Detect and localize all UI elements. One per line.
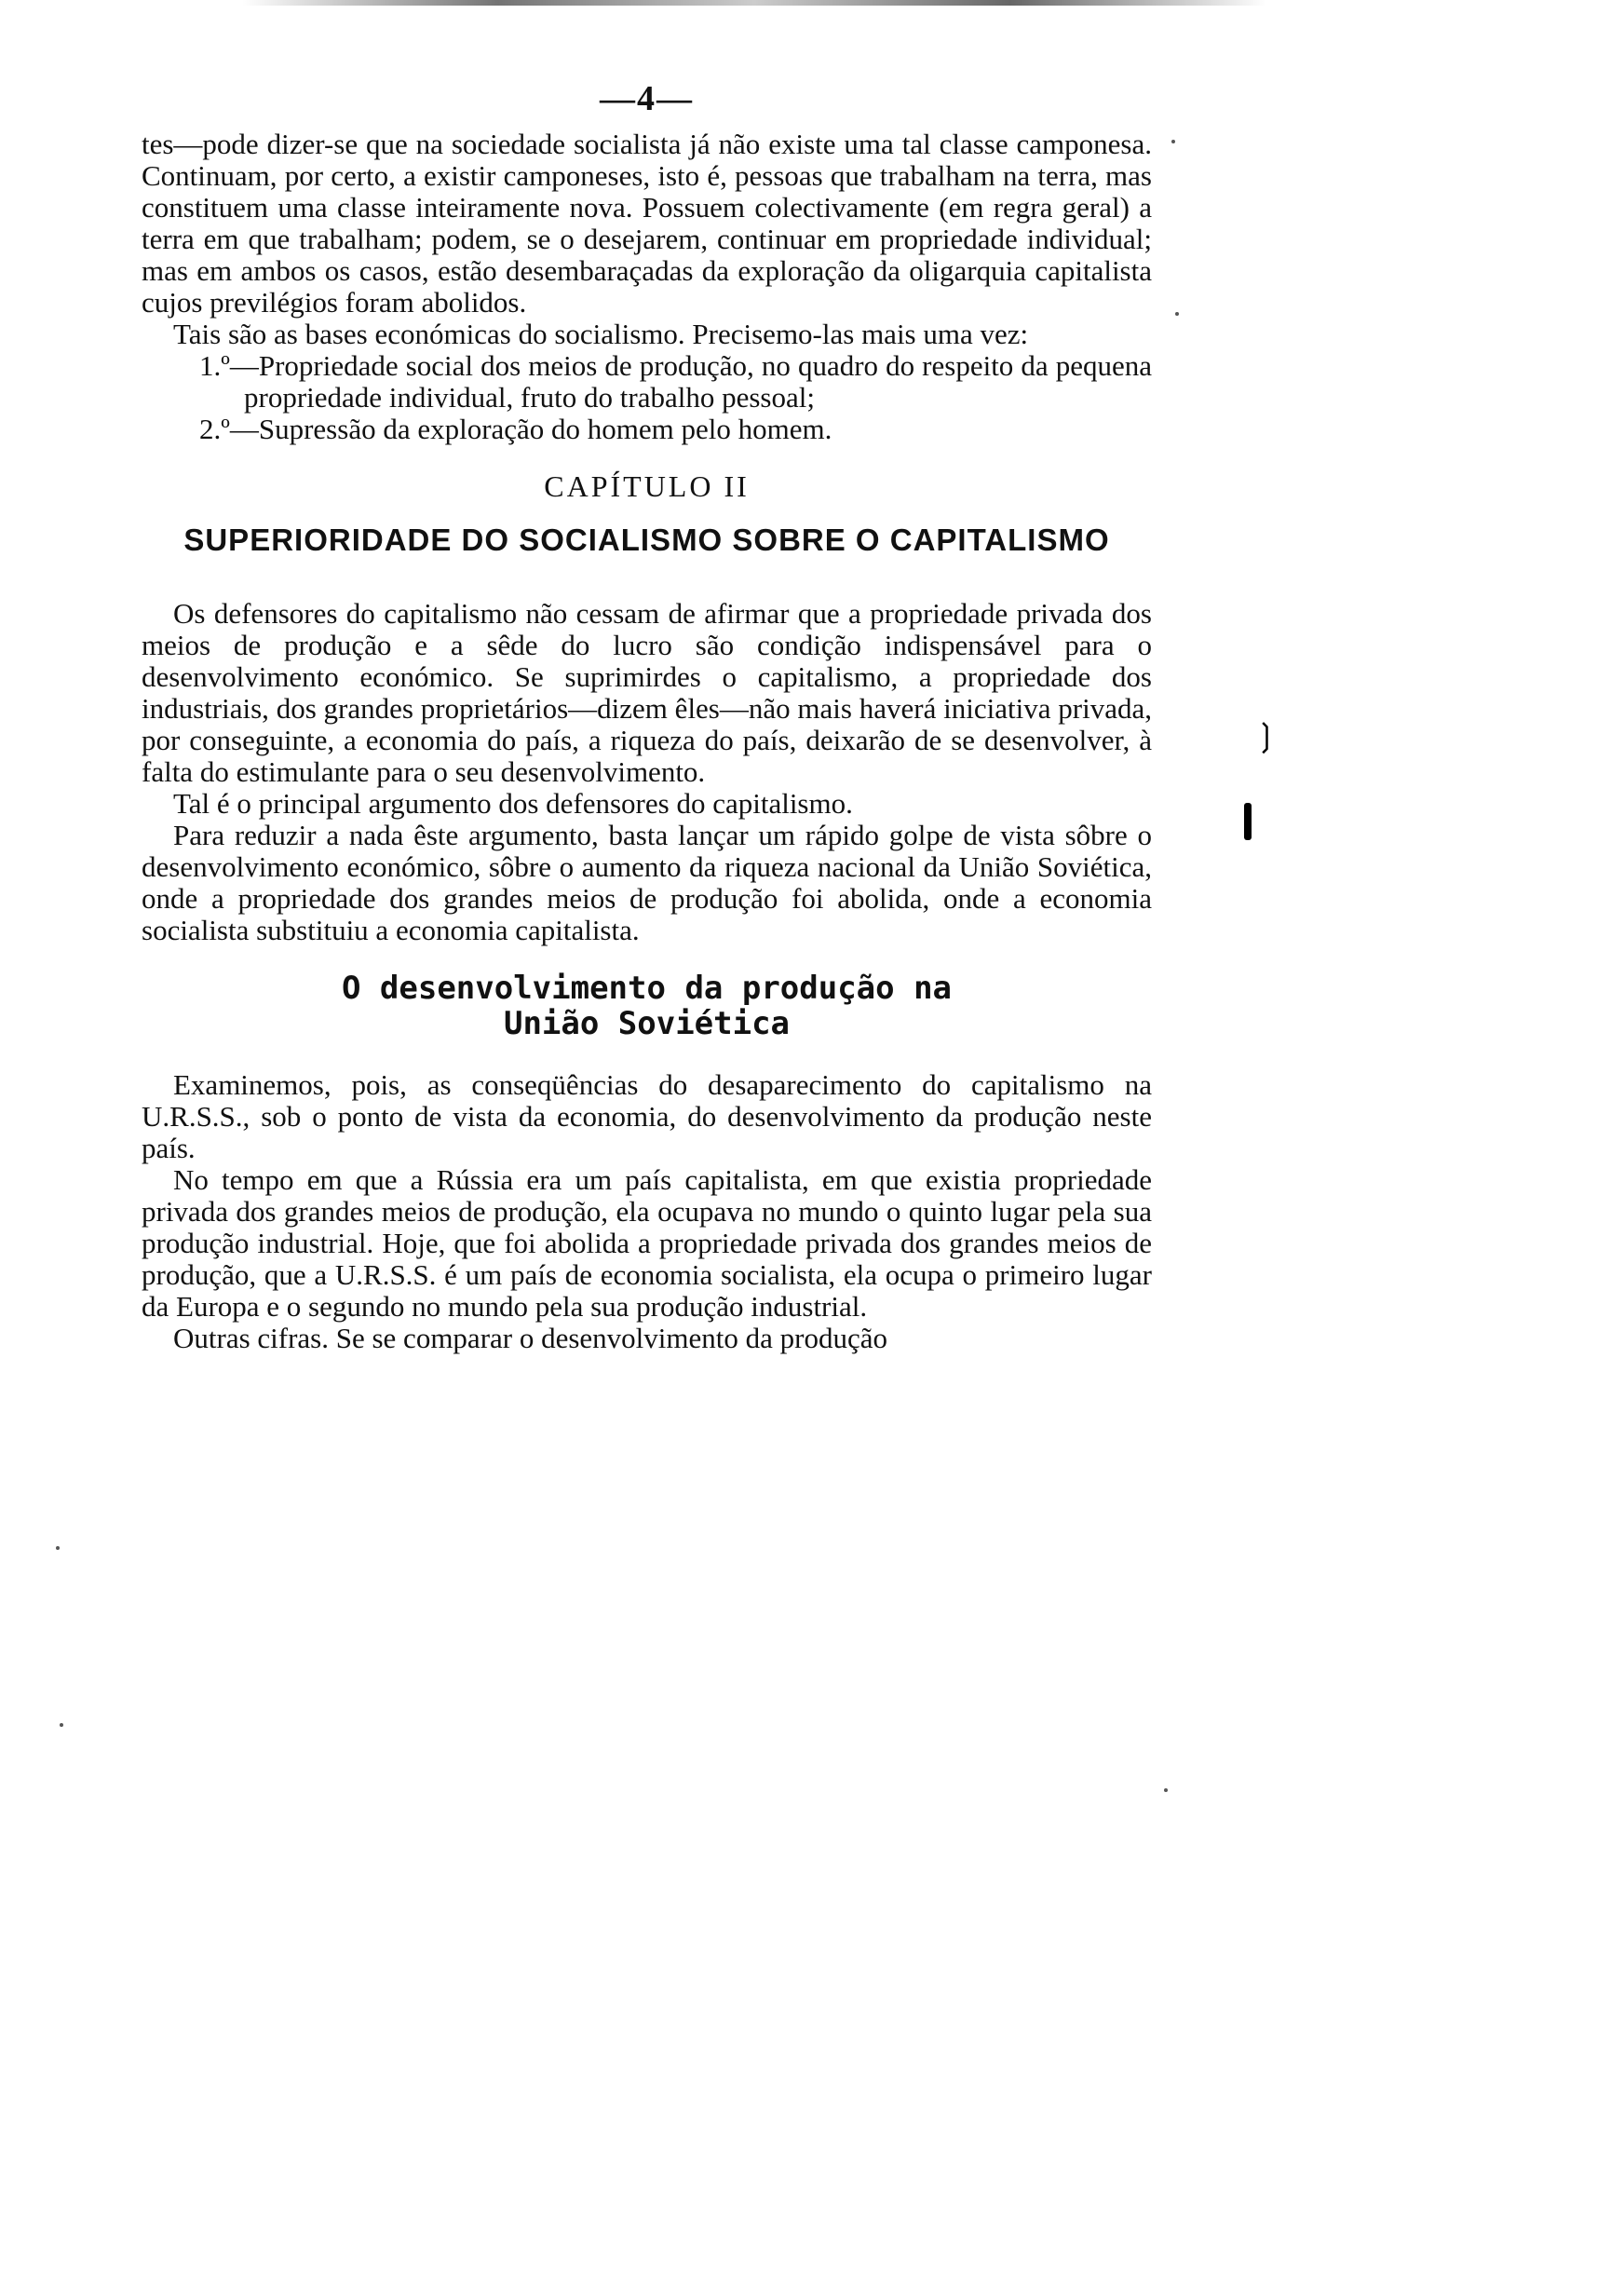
chapter-label: CAPÍTULO II bbox=[544, 469, 750, 503]
scan-speck-icon bbox=[1164, 1788, 1168, 1792]
scan-speck-icon bbox=[1171, 140, 1175, 143]
section-title-line-2: União Soviética bbox=[503, 1005, 791, 1042]
list-item: 1.º—Propriedade social dos meios de produção, no quadro do respeito da pequena propriedade individual, fruto do trabalho pessoal; bbox=[199, 349, 1152, 414]
section-paragraph-2: No tempo em que a Rússia era um país capitalista, em que existia propriedade privada dos grandes meios de produção, ela ocupava no mundo o quinto lugar pela sua produção industrial. Hoje, que foi abolida a propriedade privada dos grandes meios de produção, que a U.R.S.S. é um país de economia socialista, ela ocupa o primeiro lugar da Europa e o segundo no mundo pela sua produção industrial. bbox=[142, 1163, 1152, 1323]
ink-blot-icon bbox=[1244, 803, 1252, 840]
chapter-paragraph-2: Tal é o principal argumento dos defensores do capitalismo. bbox=[173, 787, 853, 820]
scan-top-edge bbox=[242, 0, 1266, 6]
scan-speck-icon bbox=[60, 1723, 63, 1727]
chapter-paragraph-3: Para reduzir a nada êste argumento, basta lançar um rápido golpe de vista sôbre o desenvolvimento económico, sôbre o aumento da riqueza nacional da União Soviética, onde a propriedade dos grandes meios de produção foi abolida, onde a economia socialista substituiu a economia capitalista. bbox=[142, 819, 1152, 946]
chapter-title: SUPERIORIDADE DO SOCIALISMO SOBRE O CAPITALISMO bbox=[183, 523, 1110, 557]
ink-mark-icon: ❳ bbox=[1252, 717, 1279, 754]
section-title bbox=[142, 971, 1152, 1041]
section-paragraph-3: Outras cifras. Se se comparar o desenvolvimento da produção bbox=[173, 1322, 887, 1354]
section-title-line-1: O desenvolvimento da produção na bbox=[341, 970, 953, 1007]
section-paragraph-1: Examinemos, pois, as conseqüências do desaparecimento do capitalismo na U.R.S.S., sob o ponto de vista da economia, do desenvolvimento da produção neste país. bbox=[142, 1068, 1152, 1164]
socialism-bases-list bbox=[142, 350, 1152, 445]
list-item: 2.º—Supressão da exploração do homem pelo homem. bbox=[199, 413, 832, 445]
intro-paragraph-2: Tais são as bases económicas do socialismo. Precisemo-las mais uma vez: bbox=[173, 318, 1029, 350]
scan-speck-icon bbox=[56, 1546, 60, 1550]
page-number: —4— bbox=[600, 79, 694, 118]
chapter-paragraph-1: Os defensores do capitalismo não cessam de afirmar que a propriedade privada dos meios de produção e a sêde do lucro são condição indispensável para o desenvolvimento económico. Se suprimirdes o capitalismo, a propriedade dos industriais, dos grandes proprietários—dizem êles—não mais haverá iniciativa privada, por conseguinte, a economia do país, a riqueza do país, deixarão de se desenvolver, à falta do estimulante para o seu desenvolvimento. bbox=[142, 597, 1152, 788]
scan-speck-icon bbox=[1175, 312, 1179, 316]
intro-paragraph-1: tes—pode dizer-se que na sociedade socialista já não existe uma tal classe camponesa. Continuam, por certo, a existir camponeses, isto é, pessoas que trabalham na terra, mas constituem uma classe inteiramente nova. Possuem colectivamente (em regra geral) a terra em que trabalham; podem, se o desejarem, continuar em propriedade individual; mas em ambos os casos, estão desembaraçadas da exploração da oligarquia capitalista cujos previlégios foram abolidos. bbox=[142, 128, 1152, 319]
text-column bbox=[142, 76, 1152, 1354]
